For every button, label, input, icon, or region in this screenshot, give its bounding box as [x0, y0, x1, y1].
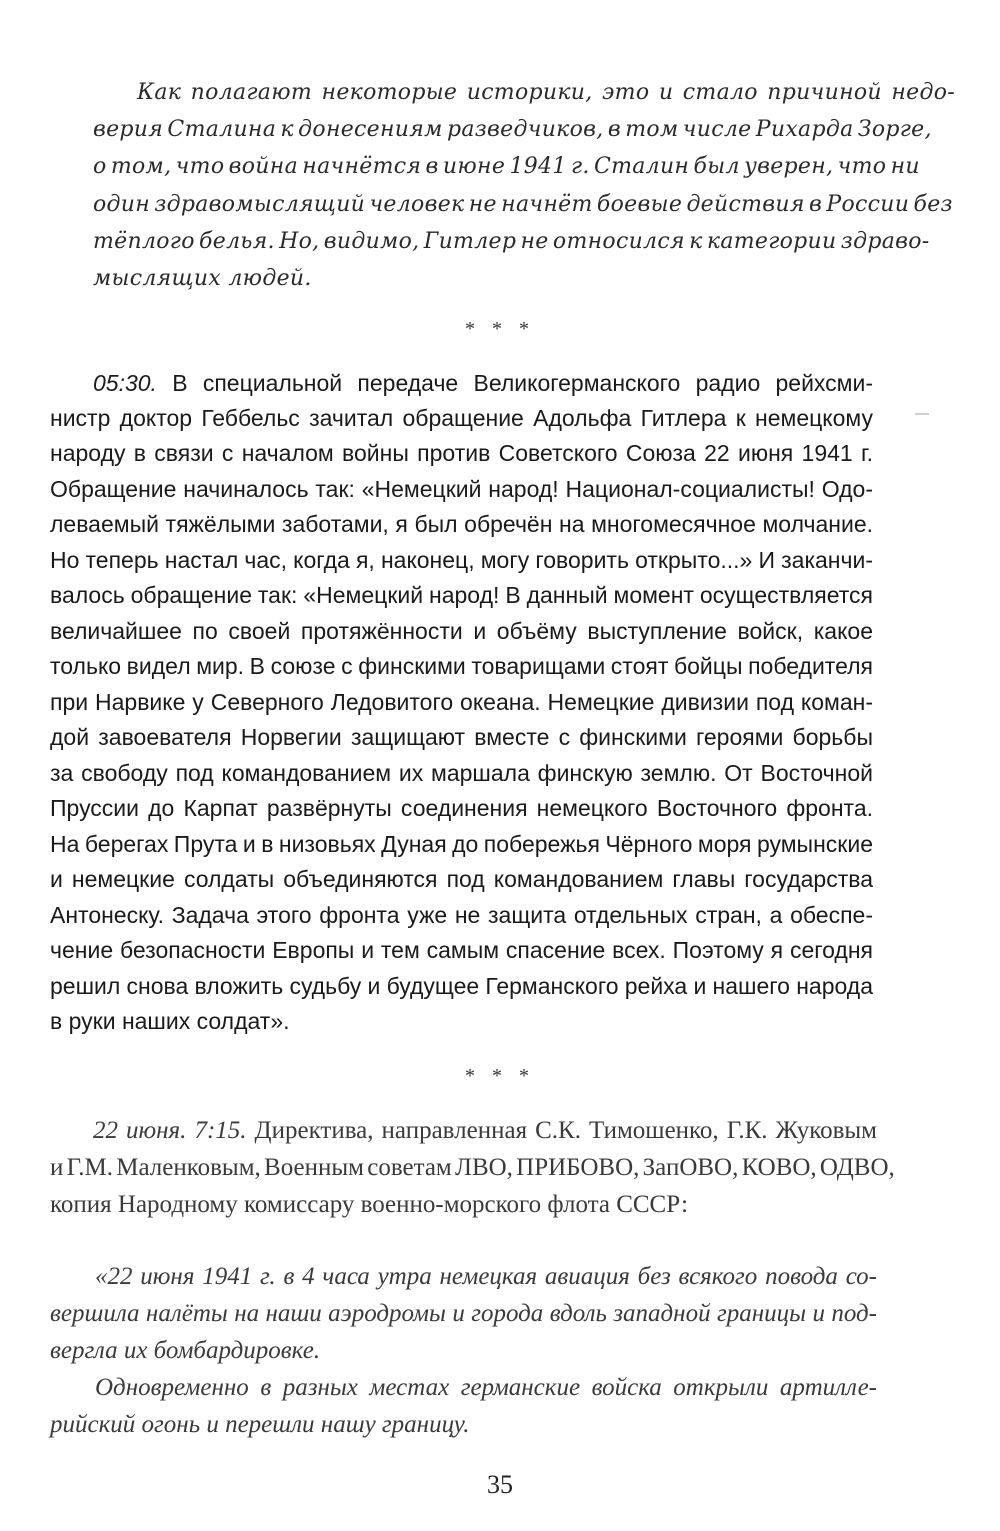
text-line: «22 июня 1941 г. в 4 часа утра немецкая авиация без всякого повода со-	[95, 1263, 877, 1290]
text-line: Но теперь настал час, когда я, наконец, могу говорить открыто...» И заканчи-	[50, 547, 874, 573]
text-line: тёплого белья. Но, видимо, Гитлер не относился к категории здраво-	[93, 229, 930, 254]
text-line: чение безопасности Европы и тем самым спасение всех. Поэтому я сегодня	[50, 937, 873, 963]
section-separator: * * *	[465, 1065, 535, 1087]
text-line: Антонеску. Задача этого фронта уже не защита отдельных стран, а обеспе-	[50, 902, 873, 928]
text-line: только видел мир. В союзе с финскими товарищами стоят бойцы победителя	[50, 653, 873, 679]
text-line: Обращение начиналось так: «Немецкий народ! Национал-социалисты! Одо-	[50, 476, 873, 502]
text-line: нистр доктор Геббельс зачитал обращение Адольфа Гитлера к немецкому	[50, 405, 873, 431]
text-line: за свободу под командованием их маршала финскую землю. От Восточной	[50, 760, 873, 786]
text-line: верия Сталина к донесениям разведчиков, в том числе Рихарда Зорге,	[93, 117, 932, 142]
timestamp: 05:30.	[93, 370, 157, 396]
text-line: решил снова вложить судьбу и будущее Германского рейха и нашего народа	[50, 973, 873, 999]
text-line: На берегах Прута и в низовьях Дуная до побережья Чёрного моря румынские	[50, 831, 873, 857]
text-line: копия Народному комиссару военно-морского флота СССР:	[50, 1191, 689, 1218]
text-line: о том, что война начнётся в июне 1941 г. Сталин был уверен, что ни	[93, 154, 920, 179]
text-line: и немецкие солдаты объединяются под командованием главы государства	[50, 866, 873, 892]
text-line: Пруссии до Карпат развёрнуты соединения немецкого Восточного фронта.	[50, 795, 873, 821]
text-line: мыслящих людей.	[93, 266, 312, 291]
text-line: при Нарвике у Северного Ледовитого океана. Немецкие дивизии под коман-	[50, 689, 873, 715]
text-line: леваемый тяжёлыми заботами, я был обречён на многомесячное молчание.	[50, 511, 873, 537]
text-line: и Г.М. Маленковым, Военным советам ЛВО, ПРИБОВО, ЗапОВО, КОВО, ОДВО,	[50, 1154, 895, 1181]
text-line: валось обращение так: «Немецкий народ! В данный момент осуществляется	[50, 582, 873, 608]
text-line: величайшее по своей протяжённости и объёму выступление войск, какое	[50, 618, 873, 644]
text-line: Одновременно в разных местах германские войска открыли артилле-	[95, 1374, 877, 1401]
text-fragment: Директива, направленная С.К. Тимошенко, Г.К. Жуковым	[246, 1117, 877, 1144]
text-line: рийский огонь и перешли нашу границу.	[50, 1411, 470, 1438]
text-line: один здравомыслящий человек не начнёт боевые действия в России без	[93, 192, 953, 217]
text-line: народу в связи с началом войны против Советского Союза 22 июня 1941 г.	[50, 440, 873, 466]
scan-artifact	[915, 413, 929, 415]
text-line: в руки наших солдат».	[50, 1008, 290, 1034]
text-line: Как полагают некоторые историки, это и стало причиной недо-	[137, 80, 955, 105]
text-line: вергла их бомбардировке.	[50, 1337, 321, 1364]
text-line: дой завоевателя Норвегии защищают вместе с финскими героями борьбы	[50, 724, 873, 750]
text-line	[93, 370, 873, 397]
text-fragment: В специальной передаче Великогерманского радио рейхсми-	[156, 370, 873, 396]
page-number: 35	[487, 1470, 513, 1499]
section-separator: * * *	[465, 318, 535, 340]
text-line: вершила налёты на наши аэродромы и города вдоль западной границы и под-	[50, 1300, 877, 1327]
timestamp: 22 июня. 7:15.	[93, 1117, 247, 1144]
text-line	[93, 1117, 877, 1145]
